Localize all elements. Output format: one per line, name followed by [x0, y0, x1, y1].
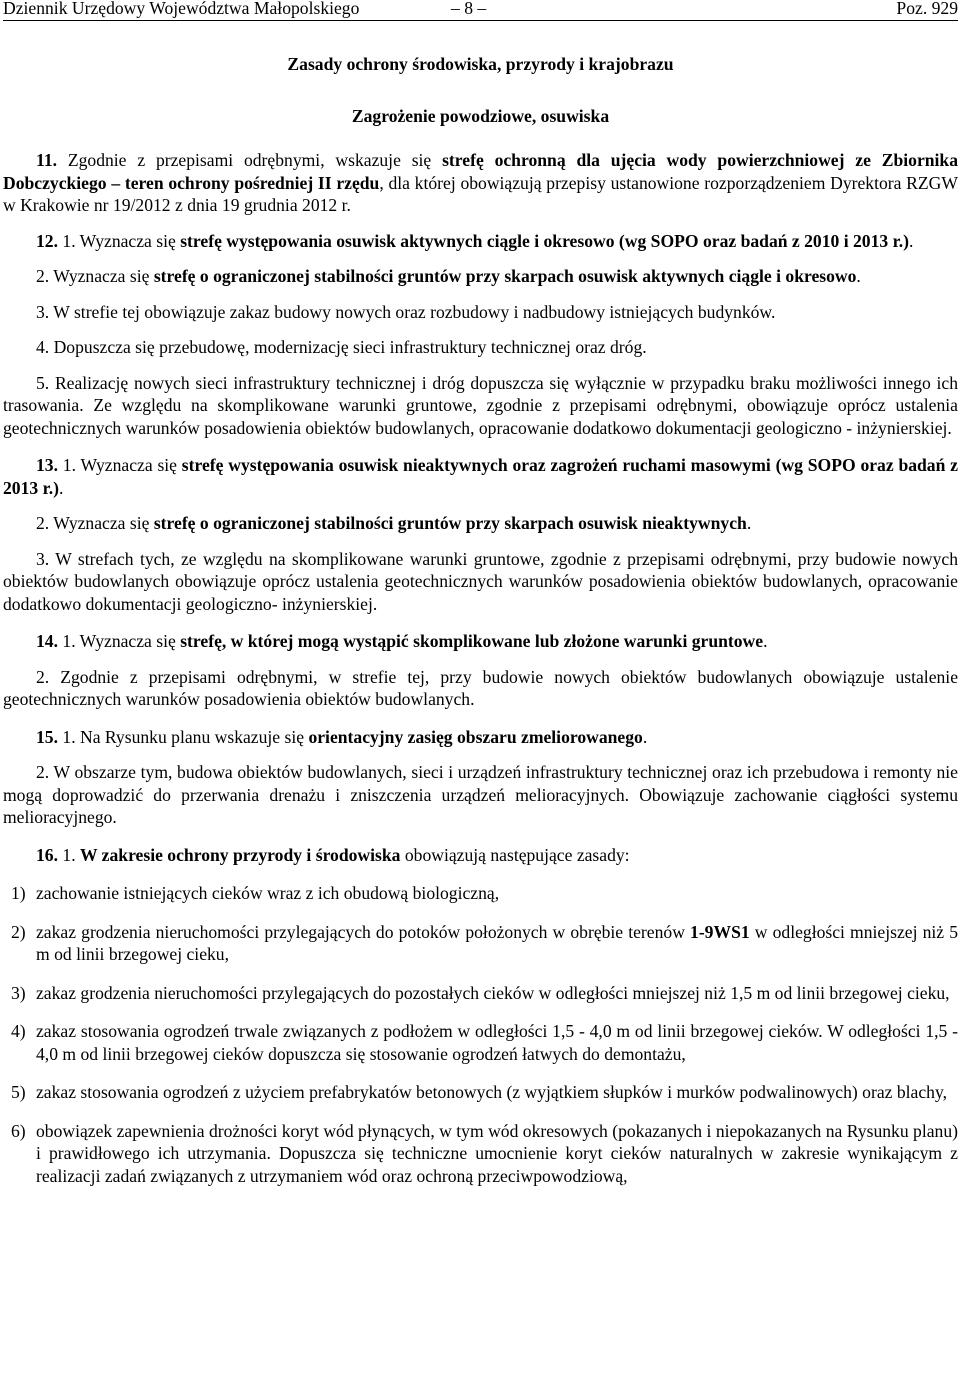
paragraph-text: obowiązują następujące zasady: — [400, 844, 630, 865]
paragraph-emphasis: orientacyjny zasięg obszaru zmeliorowanego — [308, 726, 643, 747]
list-item — [3, 1081, 958, 1104]
list-item-text: zakaz grodzenia nieruchomości przylegających do pozostałych cieków w odległości mniejszej niż 1,5 m od linii brzegowej cieku, — [36, 982, 950, 1003]
section-subtitle: Zagrożenie powodziowe, osuwiska — [351, 106, 610, 126]
list-item — [3, 1020, 958, 1065]
list-item-number: 2) — [11, 921, 26, 942]
list-item-number: 5) — [11, 1082, 26, 1102]
list-item-number: 1) — [11, 883, 26, 903]
list-item-number: 6) — [11, 1120, 26, 1141]
paragraph-12-2 — [3, 265, 958, 288]
paragraph-emphasis: strefę ochronną dla ujęcia wody powierzchniowej ze Zbiornika Dobczyckiego – teren ochrony pośredniej II rzędu — [3, 150, 959, 193]
list-item-emphasis: 1-9WS1 — [690, 921, 750, 942]
list-item — [3, 982, 958, 1005]
paragraph-13-2 — [3, 512, 958, 535]
list-item-text-part: zakaz grodzenia nieruchomości przylegających do potoków położonych w obrębie terenów — [36, 921, 691, 942]
list-item-number: 4) — [11, 1021, 26, 1041]
list-item-text: obowiązek zapewnienia drożności koryt wód płynących, w tym wód okresowych (pokazanych i niepokazanych na Rysunku planu) i prawidłowego ich utrzymania. Dopuszcza się techniczne umocnienie koryt cieków naturalnych w zakresie wynikającym z realizacji zadań związanych z utrzymaniem wód oraz ochroną przeciwpowodziową, — [36, 1120, 958, 1186]
list-item — [3, 921, 958, 966]
paragraph-number: 13. — [36, 455, 58, 475]
position-number: Poz. 929 — [896, 0, 958, 18]
paragraph-11 — [3, 149, 958, 217]
paragraph-emphasis: W zakresie ochrony przyrody i środowiska — [80, 844, 401, 865]
paragraph-15-1 — [3, 726, 958, 749]
paragraph-12-5: 5. Realizację nowych sieci infrastruktury technicznej i dróg dopuszcza się wyłącznie w przypadku braku możliwości innego ich trasowania. Ze względu na skomplikowane warunki gruntowe, zgodnie z przepisami odrębnymi, obowiązuje oprócz ustalenia geotechnicznych warunków posadowienia obiektów budowlanych, opracowanie dodatkowo dokumentacji geologiczno - inżynierskiej. — [3, 372, 958, 438]
paragraph-text: . — [856, 266, 861, 286]
header-divider — [3, 20, 958, 21]
paragraph-number: 16. — [36, 844, 58, 865]
journal-title: Dziennik Urzędowy Województwa Małopolskiego — [3, 0, 360, 18]
paragraph-text: 2. Wyznacza się — [36, 513, 154, 533]
list-item-text: zakaz stosowania ogrodzeń z użyciem prefabrykatów betonowych (z wyjątkiem słupków i murków podwalinowych) oraz blachy, — [36, 1082, 947, 1102]
paragraph-text: 1. — [58, 844, 80, 865]
list-item — [3, 882, 958, 905]
list-item-text-part: w odległości mniejszej niż 5 m od linii brzegowej cieku, — [36, 921, 959, 964]
list-item-text: zachowanie istniejących cieków wraz z ich obudową biologiczną, — [36, 883, 500, 903]
list-item-number: 3) — [11, 982, 26, 1003]
paragraph-14-1 — [3, 630, 958, 653]
paragraph-13-1 — [3, 454, 958, 499]
paragraph-emphasis: strefę o ograniczonej stabilności gruntów przy skarpach osuwisk aktywnych ciągle i okresowo — [153, 266, 857, 286]
paragraph-12-4: 4. Dopuszcza się przebudowę, modernizację sieci infrastruktury technicznej oraz dróg. — [36, 337, 647, 357]
paragraph-text: . — [59, 477, 64, 498]
paragraph-13-3: 3. W strefach tych, ze względu na skomplikowane warunki gruntowe, zgodnie z przepisami odrębnymi, przy budowie nowych obiektów budowlanych obowiązuje oprócz ustalenia geotechnicznych warunków posadowienia obiektów budowlanych, opracowanie dodatkowo dokumentacji geologiczno- inżynierskiej. — [3, 548, 958, 614]
paragraph-12-3: 3. W strefie tej obowiązuje zakaz budowy nowych oraz rozbudowy i nadbudowy istniejących budynków. — [36, 301, 776, 322]
paragraph-emphasis: strefę, w której mogą wystąpić skomplikowane lub złożone warunki gruntowe — [180, 631, 764, 651]
paragraph-emphasis: strefę występowania osuwisk nieaktywnych oraz zagrożeń ruchami masowymi (wg SOPO oraz badań z 2013 r.) — [3, 455, 958, 498]
list-item-text: zakaz stosowania ogrodzeń trwale związanych z podłożem w odległości 1,5 - 4,0 m od linii brzegowej cieków. W odległości 1,5 - 4,0 m od linii brzegowej cieków dopuszcza się stosowanie ogrodzeń łatwych do demontażu, — [36, 1021, 958, 1064]
paragraph-emphasis: strefę występowania osuwisk aktywnych ciągle i okresowo (wg SOPO oraz badań z 2010 i 2013 r.) — [180, 230, 910, 251]
paragraph-text: 1. Wyznacza się — [58, 455, 182, 475]
paragraph-16-1 — [3, 844, 958, 867]
paragraph-15-2: 2. W obszarze tym, budowa obiektów budowlanych, sieci i urządzeń infrastruktury technicznej oraz ich przebudowa i remonty nie mogą doprowadzić do przerwania drenażu i zniszczenia urządzeń melioracyjnych. Obowiązuje zachowanie ciągłości systemu melioracyjnego. — [3, 762, 958, 827]
paragraph-12-1 — [3, 230, 958, 253]
paragraph-text: 1. Wyznacza się — [58, 230, 181, 251]
page-header — [3, 0, 958, 20]
paragraph-14-2: 2. Zgodnie z przepisami odrębnymi, w strefie tej, przy budowie nowych obiektów budowlanych obowiązuje ustalenie geotechnicznych warunków posadowienia obiektów budowlanych. — [3, 666, 958, 709]
paragraph-text: . — [746, 513, 752, 533]
paragraph-text: 2. Wyznacza się — [36, 266, 154, 286]
paragraph-text: Zgodnie z przepisami odrębnymi, wskazuje się — [57, 150, 443, 170]
list-item-text — [36, 921, 958, 966]
paragraph-number: 14. — [36, 631, 58, 651]
paragraph-text: . — [642, 726, 648, 747]
paragraph-text: . — [763, 631, 768, 651]
paragraph-text: 1. Wyznacza się — [58, 631, 181, 651]
section-title: Zasady ochrony środowiska, przyrody i krajobrazu — [287, 54, 674, 74]
paragraph-number: 12. — [36, 230, 58, 251]
paragraph-number: 11. — [36, 150, 58, 170]
paragraph-text: . — [909, 230, 914, 251]
page-number: – 8 – — [451, 0, 487, 18]
paragraph-emphasis: strefę o ograniczonej stabilności gruntów przy skarpach osuwisk nieaktywnych — [153, 513, 747, 533]
paragraph-text: , dla której obowiązują przepisy ustanowione rozporządzeniem Dyrektora RZGW w Krakowie nr 19/2012 z dnia 19 grudnia 2012 r. — [3, 172, 958, 215]
paragraph-text: 1. Na Rysunku planu wskazuje się — [58, 726, 309, 747]
list-item — [3, 1120, 958, 1188]
paragraph-number: 15. — [36, 726, 58, 747]
